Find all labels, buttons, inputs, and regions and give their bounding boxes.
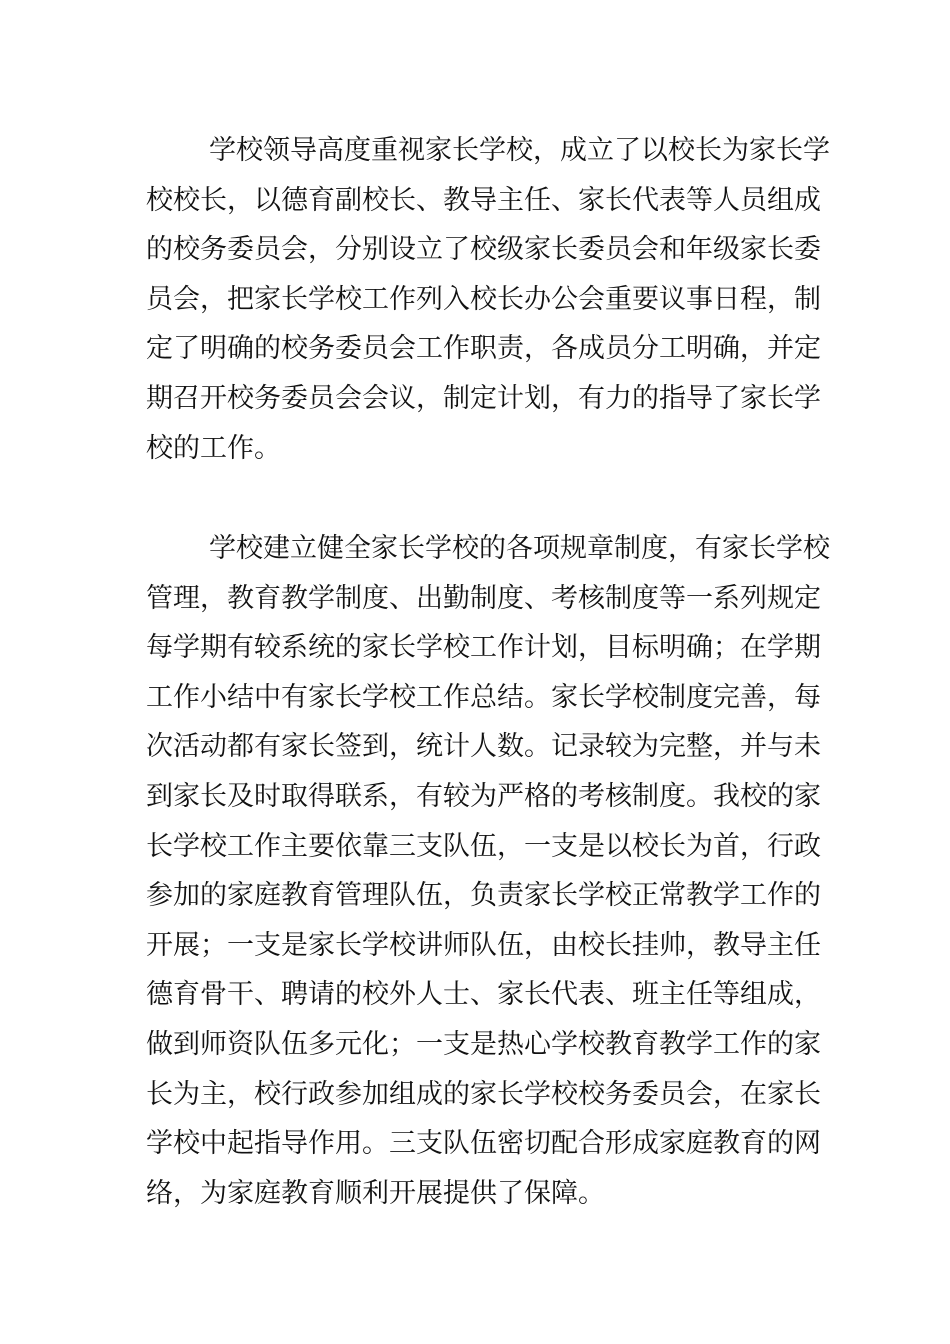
paragraph-line: 每学期有较系统的家长学校工作计划，目标明确；在学期: [146, 632, 821, 664]
paragraph-line: 络，为家庭教育顺利开展提供了保障。: [146, 1177, 605, 1209]
paragraph-line: 工作小结中有家长学校工作总结。家长学校制度完善，每: [146, 681, 821, 713]
paragraph-line: 到家长及时取得联系，有较为严格的考核制度。我校的家: [146, 780, 821, 812]
paragraph-line: 期召开校务委员会会议，制定计划，有力的指导了家长学: [146, 382, 821, 414]
paragraph-line: 长为主，校行政参加组成的家长学校校务委员会，在家长: [146, 1078, 821, 1110]
paragraph-regulations: [146, 524, 830, 1218]
paragraph-line: 校的工作。: [146, 432, 281, 464]
paragraph-line: 管理，教育教学制度、出勤制度、考核制度等一系列规定: [146, 582, 821, 614]
paragraph-line: 学校中起指导作用。三支队伍密切配合形成家庭教育的网: [146, 1128, 821, 1160]
paragraph-line: 做到师资队伍多元化；一支是热心学校教育教学工作的家: [146, 1028, 821, 1060]
paragraph-line: 参加的家庭教育管理队伍，负责家长学校正常教学工作的: [146, 880, 821, 912]
paragraph-line: 学校建立健全家长学校的各项规章制度，有家长学校: [209, 533, 830, 564]
paragraph-line: 的校务委员会，分别设立了校级家长委员会和年级家长委: [146, 234, 821, 266]
paragraph-line: 学校领导高度重视家长学校，成立了以校长为家长学: [209, 135, 830, 166]
paragraph-line: 长学校工作主要依靠三支队伍，一支是以校长为首，行政: [146, 830, 821, 862]
paragraph-leadership: [146, 126, 830, 473]
paragraph-line: 开展；一支是家长学校讲师队伍，由校长挂帅，教导主任: [146, 929, 821, 961]
paragraph-line: 员会，把家长学校工作列入校长办公会重要议事日程，制: [146, 283, 821, 315]
paragraph-line: 定了明确的校务委员会工作职责，各成员分工明确，并定: [146, 333, 821, 365]
paragraph-line: 校校长，以德育副校长、教导主任、家长代表等人员组成: [146, 184, 821, 216]
paragraph-line: 次活动都有家长签到，统计人数。记录较为完整，并与未: [146, 731, 821, 763]
paragraph-line: 德育骨干、聘请的校外人士、家长代表、班主任等组成，: [146, 979, 821, 1011]
